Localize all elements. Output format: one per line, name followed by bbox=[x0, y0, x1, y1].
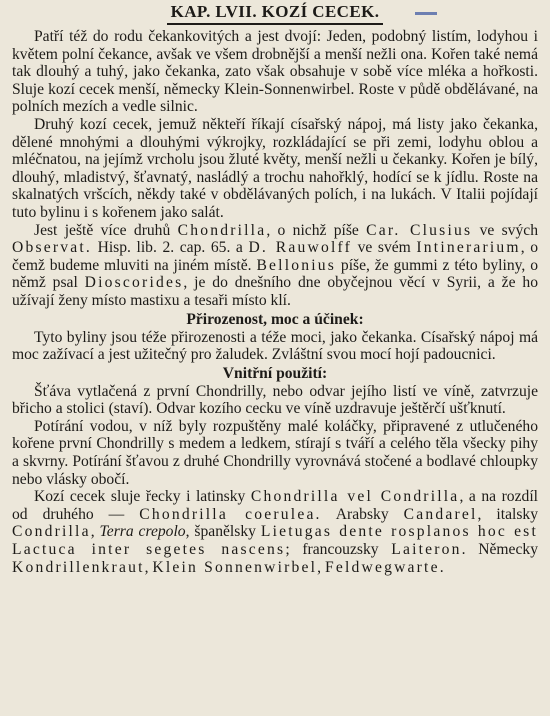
chapter-title: KAP. LVII. KOZÍ CECEK. bbox=[167, 2, 384, 25]
section-heading-prirozenost: Přirozenost, moc a účinek: bbox=[186, 310, 364, 328]
paragraph-3: Jest ještě více druhů Chondrilla, o nichž píše Car. Clusius ve svých Observat. Hisp. lib. 2. cap. 65. a D. Rauwolff ve svém Intinerarium, o čemž budeme mluviti na jiném místě. Bellonius píše, že gummi z této byliny, o němž psal Dioscorides, je do dnešního dne obyčejnou věcí v Syrii, a že ho užívají ženy místo mastixu a tesaři místo klí. bbox=[12, 221, 539, 309]
arabic-name: Candarel bbox=[403, 505, 478, 523]
paragraph-4: Tyto byliny jsou téže přirozenosti a téže moci, jako čekanka. Císařský nápoj má moc zažívací a jest užitečný pro žaludek. Zvláštní svou mocí hojí padoucnici. bbox=[12, 328, 538, 364]
latin-term: Chondrilla coerulea. bbox=[139, 505, 322, 523]
german-name: Klein Sonnenwirbel bbox=[152, 558, 318, 576]
german-name: Feldwegwarte bbox=[324, 558, 440, 576]
italian-name: Condrilla bbox=[12, 523, 91, 541]
spanish-name: Lietugas dente rosplanos hoc est Lactuca inter segetes nascens bbox=[12, 523, 538, 559]
author-name: Car. Clusius bbox=[366, 221, 473, 239]
work-title: Observat. bbox=[12, 239, 92, 257]
author-name: Dioscorides bbox=[84, 274, 184, 292]
chapter-heading bbox=[12, 2, 538, 28]
paragraph-2: Druhý kozí cecek, jemuž někteří říkají císařský nápoj, má listy jako čekanka, dělené mnohými a dlouhými výkrojky, rozkládající se při zemi, lodyhu oblou a mléčnatou, na jejímž vrcholu jsou žluté květy, menší nežli u čekanky. Kořen je bílý, dlouhý, mladistvý, šťavnatý, nasládlý a trochu nahořklý, hodící se k jídlu. Roste na skalnatých vršcích, někdy také v obdělávaných polích, i na lukách. V Italii pojídají tuto bylinu i s kořenem jako salát. bbox=[12, 115, 538, 221]
paragraph-5: Šťáva vytlačená z první Chondrilly, nebo odvar jejího listí ve víně, zatvrzuje břicho a stolici (staví). Odvar kozího cecku ve víně uzdravuje ještěrčí ušťknutí. bbox=[12, 382, 538, 418]
blue-pen-mark bbox=[415, 12, 437, 15]
latin-term: Chondrilla vel Condrilla bbox=[250, 488, 460, 506]
paragraph-1: Patří též do rodu čekankovitých a jest dvojí: Jeden, podobný listím, lodyhou i květem polní čekance, avšak ve všem drobnější a menší nežli ona. Kořen také nemá tak dlouhý a tuhý, jako čekanka, zato však obsahuje v sobě více mléka a hořkosti. Sluje kozí cecek menší, německy Klein-Sonnenwirbel. Roste v půdě obdělávané, na polních mezích a vedle silnic. bbox=[12, 28, 538, 116]
work-title: Intinerarium bbox=[416, 239, 521, 257]
author-name: Bellonius bbox=[256, 256, 337, 274]
author-name: D. Rauwolff bbox=[248, 239, 352, 257]
paragraph-7: Kozí cecek sluje řecky i latinsky Chondrilla vel Condrilla, a na rozdíl od druhého — Chondrilla coerulea. Arabsky Candarel, italsky Condrilla, Terra crepolo, španělsky Lietugas dente rosplanos hoc est Lactuca inter segetes nascens; francouzsky Laiteron. Německy Kondrillenkraut, Klein Sonnenwirbel, Feldwegwarte. bbox=[12, 488, 539, 576]
italian-name-alt: Terra crepolo bbox=[99, 523, 186, 541]
paragraph-6: Potírání vodou, v níž byly rozpuštěny malé koláčky, připravené z utlučeného kořene první Chondrilly s medem a ledkem, stírají s tváří a celého těla všecky pihy a skvrny. Potírání šťavou z druhé Chondrilly vyrovnává stočené a bodlavé chloupky nebo vlásky obočí. bbox=[12, 417, 538, 488]
french-name: Laiteron bbox=[391, 541, 462, 559]
section-heading-vnitrni: Vnitřní použití: bbox=[222, 364, 328, 382]
german-name: Kondrillenkraut bbox=[12, 558, 145, 576]
latin-term: Chondrilla bbox=[177, 221, 267, 239]
